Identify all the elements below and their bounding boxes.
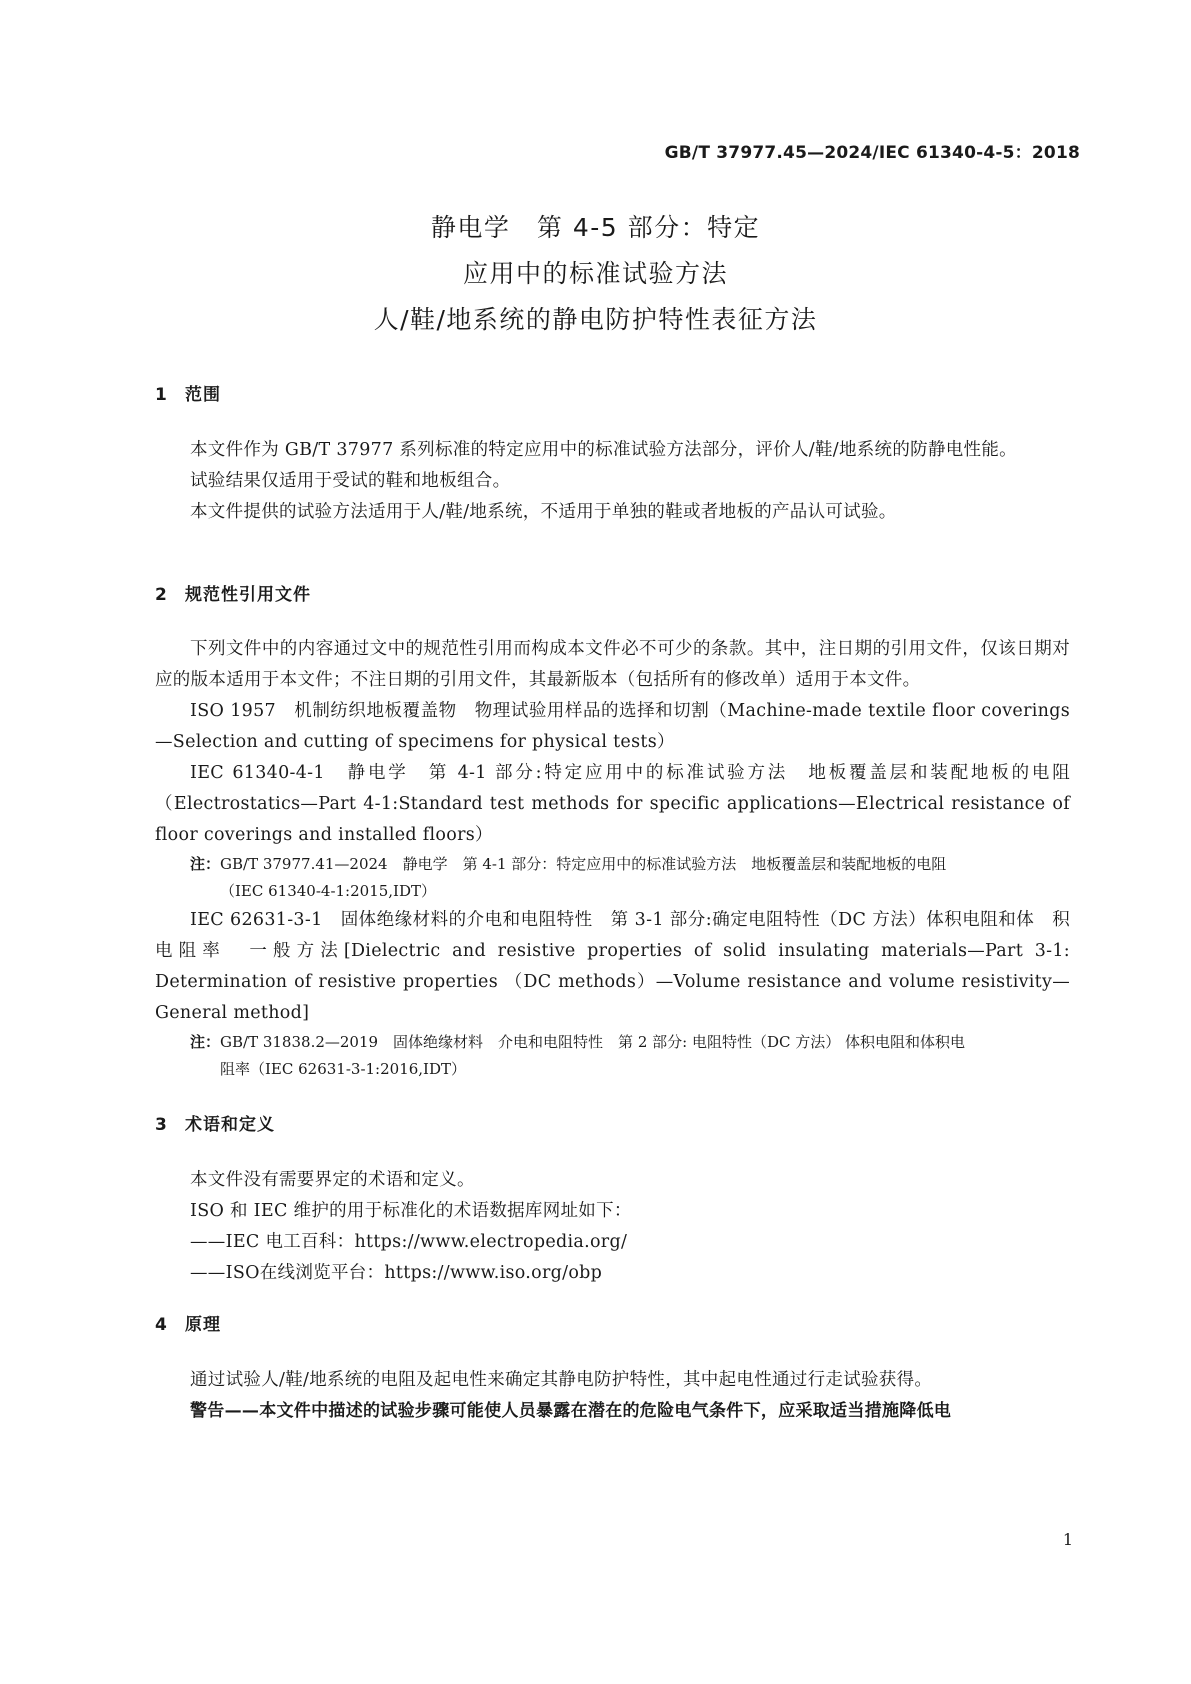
section-number: 3 (155, 1115, 168, 1135)
paragraph: ISO 和 IEC 维护的用于标准化的术语数据库网址如下： (190, 1201, 632, 1221)
list-item: ——ISO在线浏览平台：https://www.iso.org/obp (190, 1263, 603, 1283)
warning-paragraph: 警告——本文件中描述的试验步骤可能使人员暴露在潜在的危险电气条件下，应采取适当措施降低电 (190, 1401, 952, 1421)
section-title: 原理 (185, 1315, 221, 1335)
note-text-cont: 阻率（IEC 62631-3-1:2016,IDT） (220, 1060, 467, 1078)
paragraph: 本文件提供的试验方法适用于人/鞋/地系统，不适用于单独的鞋或者地板的产品认可试验。 (190, 502, 897, 522)
section-3-body (155, 1165, 1070, 1289)
document-title (0, 205, 1191, 343)
title-line-1: 静电学 第 4-5 部分：特定 (430, 213, 761, 242)
reference-item: IEC 62631-3-1 固体绝缘材料的介电和电阻特性 第 3-1 部分:确定电阻特性（DC 方法）体积电阻和体 积电阻率 一般方法[Dielectric and resistive properties of solid insulating materials—Part 3-1: Determination of resistive properties （DC methods）—Volume resistance and volume resistivity—General method] (155, 910, 1070, 1023)
note (155, 1029, 1070, 1083)
section-number: 1 (155, 385, 168, 405)
section-3-heading (155, 1110, 275, 1135)
section-number: 2 (155, 585, 168, 605)
note-text: GB/T 37977.41—2024 静电学 第 4-1 部分：特定应用中的标准试验方法 地板覆盖层和装配地板的电阻 (220, 855, 947, 873)
paragraph: 下列文件中的内容通过文中的规范性引用而构成本文件必不可少的条款。其中，注日期的引用文件，仅该日期对应的版本适用于本文件；不注日期的引用文件，其最新版本（包括所有的修改单）适用于本文件。 (155, 639, 1070, 690)
section-number: 4 (155, 1315, 168, 1335)
paragraph: 本文件作为 GB/T 37977 系列标准的特定应用中的标准试验方法部分，评价人/鞋/地系统的防静电性能。 (190, 440, 1017, 460)
note-text: GB/T 31838.2—2019 固体绝缘材料 介电和电阻特性 第 2 部分: 电阻特性（DC 方法） 体积电阻和体积电 (220, 1033, 965, 1051)
section-title: 规范性引用文件 (185, 585, 311, 605)
note-text-cont: （IEC 61340-4-1:2015,IDT） (220, 882, 437, 900)
title-line-3: 人/鞋/地系统的静电防护特性表征方法 (373, 305, 818, 334)
section-2-heading (155, 580, 311, 605)
note-label: 注： (190, 855, 221, 873)
title-line-2: 应用中的标准试验方法 (462, 259, 728, 288)
standard-number: GB/T 37977.45—2024/IEC 61340-4-5：2018 (664, 143, 1080, 163)
paragraph: 试验结果仅适用于受试的鞋和地板组合。 (190, 471, 511, 491)
section-1-heading (155, 380, 221, 405)
section-title: 术语和定义 (185, 1115, 275, 1135)
list-item: ——IEC 电工百科：https://www.electropedia.org/ (190, 1232, 628, 1252)
note (155, 851, 1070, 905)
section-2-body (155, 634, 1070, 1083)
paragraph: 本文件没有需要界定的术语和定义。 (190, 1170, 475, 1190)
page-number: 1 (1062, 1530, 1073, 1549)
section-4-body (155, 1365, 1070, 1427)
reference-item: ISO 1957 机制纺织地板覆盖物 物理试验用样品的选择和切割（Machine-made textile floor coverings—Selection and cutting of specimens for physical tests） (155, 701, 1070, 752)
section-1-body (155, 435, 1070, 528)
section-title: 范围 (185, 385, 221, 405)
note-label: 注： (190, 1033, 221, 1051)
section-4-heading (155, 1310, 221, 1335)
paragraph: 通过试验人/鞋/地系统的电阻及起电性来确定其静电防护特性，其中起电性通过行走试验获得。 (190, 1370, 933, 1390)
reference-item: IEC 61340-4-1 静电学 第 4-1 部分:特定应用中的标准试验方法 地板覆盖层和装配地板的电阻（Electrostatics—Part 4-1:Standard test methods for specific applications—Electrical resistance of floor coverings and installed floors） (155, 763, 1070, 845)
